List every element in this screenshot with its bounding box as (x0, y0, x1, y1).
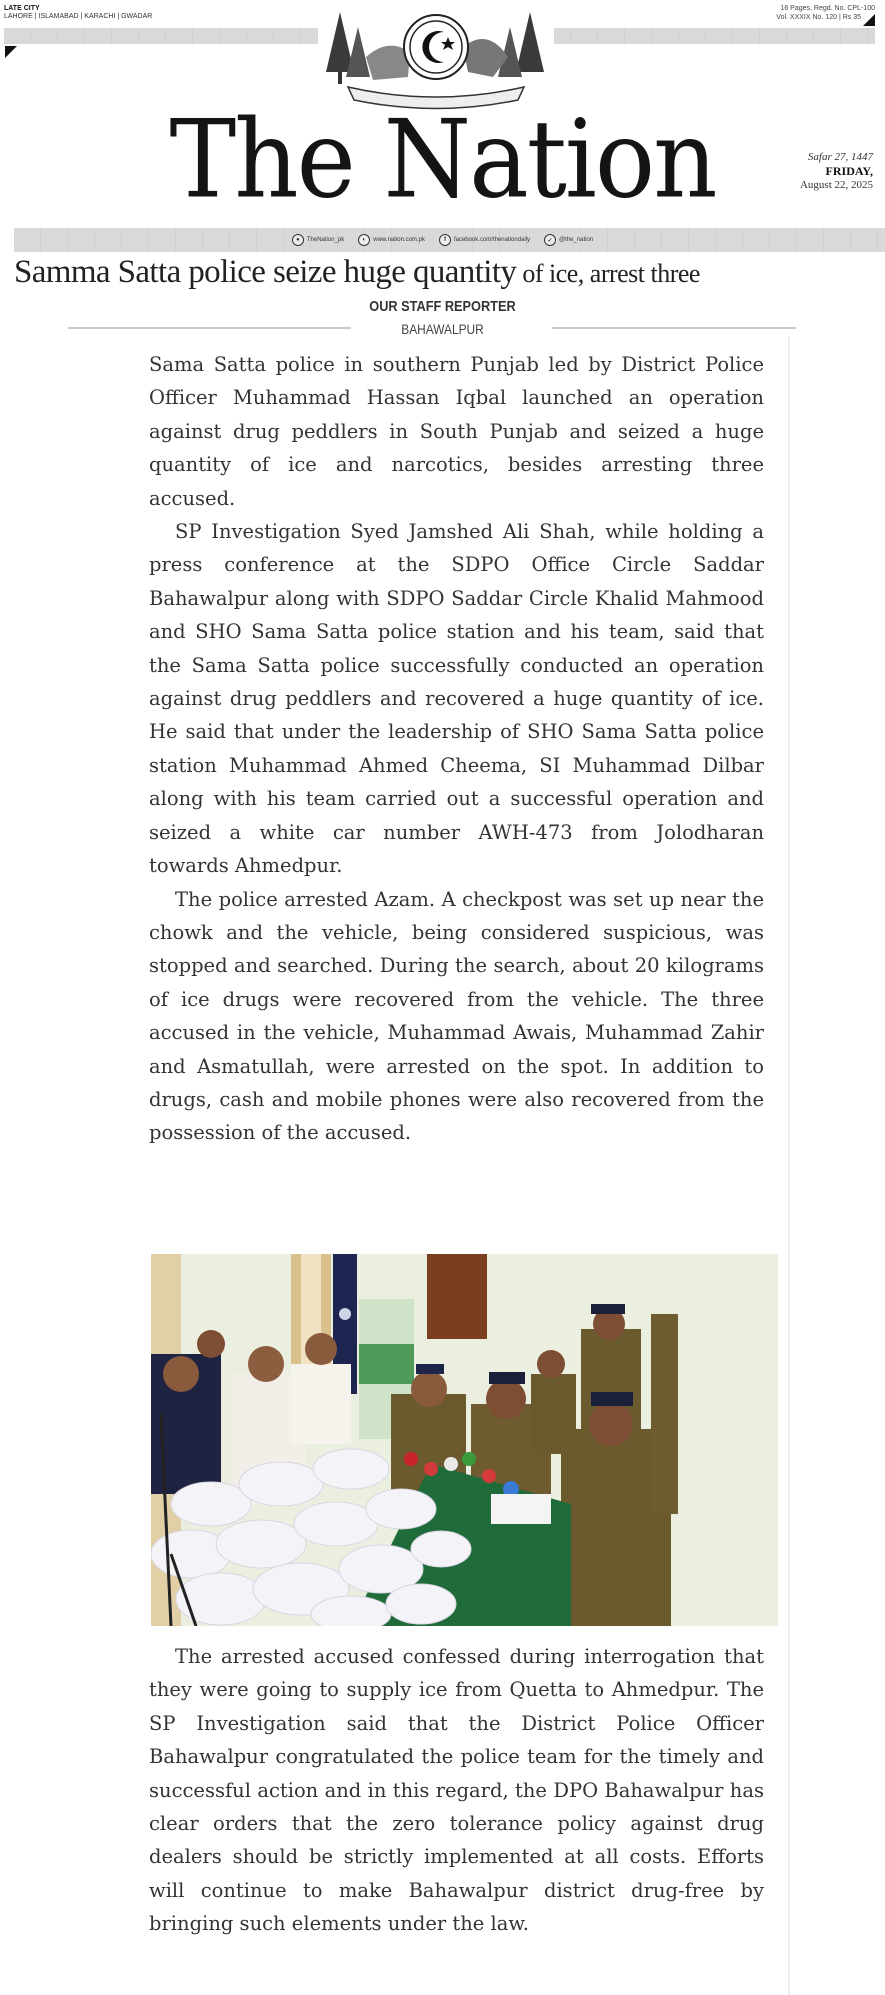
facebook-icon: f (439, 234, 451, 246)
byline: OUR STAFF REPORTER (369, 298, 516, 315)
corner-marker-right-icon (863, 14, 875, 26)
social-label: facebook.com/thenationdaily (453, 237, 530, 243)
social-twitter[interactable] (544, 234, 593, 246)
social-instagram[interactable] (292, 234, 344, 246)
edition-cities: LAHORE | ISLAMABAD | KARACHI | GWADAR (4, 13, 153, 20)
corner-marker-left-icon (5, 46, 17, 58)
social-label: www.nation.com.pk (373, 237, 425, 243)
social-website[interactable] (358, 234, 425, 246)
paragraph: SP Investigation Syed Jamshed Ali Shah, while holding a press conference at the SDPO Office Circle Saddar Bahawalpur along with SDPO Saddar Circle Khalid Mahmood and SHO Sama Satta police station and his team, said that the Sama Satta police successfully conducted an operation against drug peddlers and recovered a huge quantity of ice. He said that under the leadership of SHO Sama Satta police station Muhammad Ahmed Cheema, SI Muhammad Dilbar along with his team carried out a successful operation and seized a white car number AWH-473 from Jolodharan towards Ahmedpur. (149, 520, 764, 878)
social-links (0, 234, 885, 246)
social-label: TheNation_pk (306, 237, 345, 243)
pages-registration: 16 Pages, Regd. No. CPL-100 (780, 5, 875, 12)
article-body-bottom (149, 1640, 764, 1941)
paragraph: The police arrested Azam. A checkpost was set up near the chowk and the vehicle, being considered suspicious, was stopped and searched. During the search, about 20 kilograms of ice drugs were recovered from the vehicle. The three accused in the vehicle, Muhammad Awais, Muhammad Zahir and Asmatullah, were arrested on the spot. In addition to drugs, cash and mobile phones were also recovered from the possession of the accused. (149, 887, 764, 1145)
press-conference-photo (151, 1254, 778, 1626)
weekday: FRIDAY, (825, 164, 873, 178)
paragraph: The arrested accused confessed during interrogation that they were going to supply ice from Quetta to Ahmedpur. The SP Investigation said that the District Police Officer Bahawalpur congratulated the police team for the timely and successful action and in this regard, the DPO Bahawalpur has clear orders that the zero tolerance policy against drug dealers should be strictly implemented at all costs. Efforts will continue to make Bahawalpur district drug-free by bringing such elements under the law. (149, 1645, 764, 1936)
hijri-date: Safar 27, 1447 (807, 151, 873, 163)
article-headline (14, 254, 876, 291)
globe-icon: ◐ (358, 234, 370, 246)
edition-label: LATE CITY (4, 5, 40, 12)
edition-info (4, 5, 152, 21)
article-body-top (149, 348, 764, 1150)
social-label: @the_nation (559, 237, 594, 243)
twitter-icon: ✓ (544, 234, 556, 246)
dateline: BAHAWALPUR (401, 321, 484, 337)
issue-info (776, 4, 875, 22)
issue-date (800, 150, 873, 192)
social-facebook[interactable] (439, 234, 530, 246)
column-divider (788, 336, 790, 1995)
volume-price: Vol. XXXIX No. 120 | Rs 35 (776, 14, 861, 21)
paragraph: Sama Satta police in southern Punjab led by District Police Officer Muhammad Hassan Iqbal launched an operation against drug peddlers in South Punjab and seized a huge quantity of ice and narcotics, besides arresting three accused. (149, 353, 764, 510)
masthead-title: The Nation (169, 96, 716, 223)
instagram-icon: ● (292, 234, 304, 246)
gregorian-date: August 22, 2025 (799, 179, 873, 191)
headline-main: Samma Satta police seize huge quantity (14, 254, 517, 290)
headline-tail: of ice, arrest three (516, 259, 700, 288)
